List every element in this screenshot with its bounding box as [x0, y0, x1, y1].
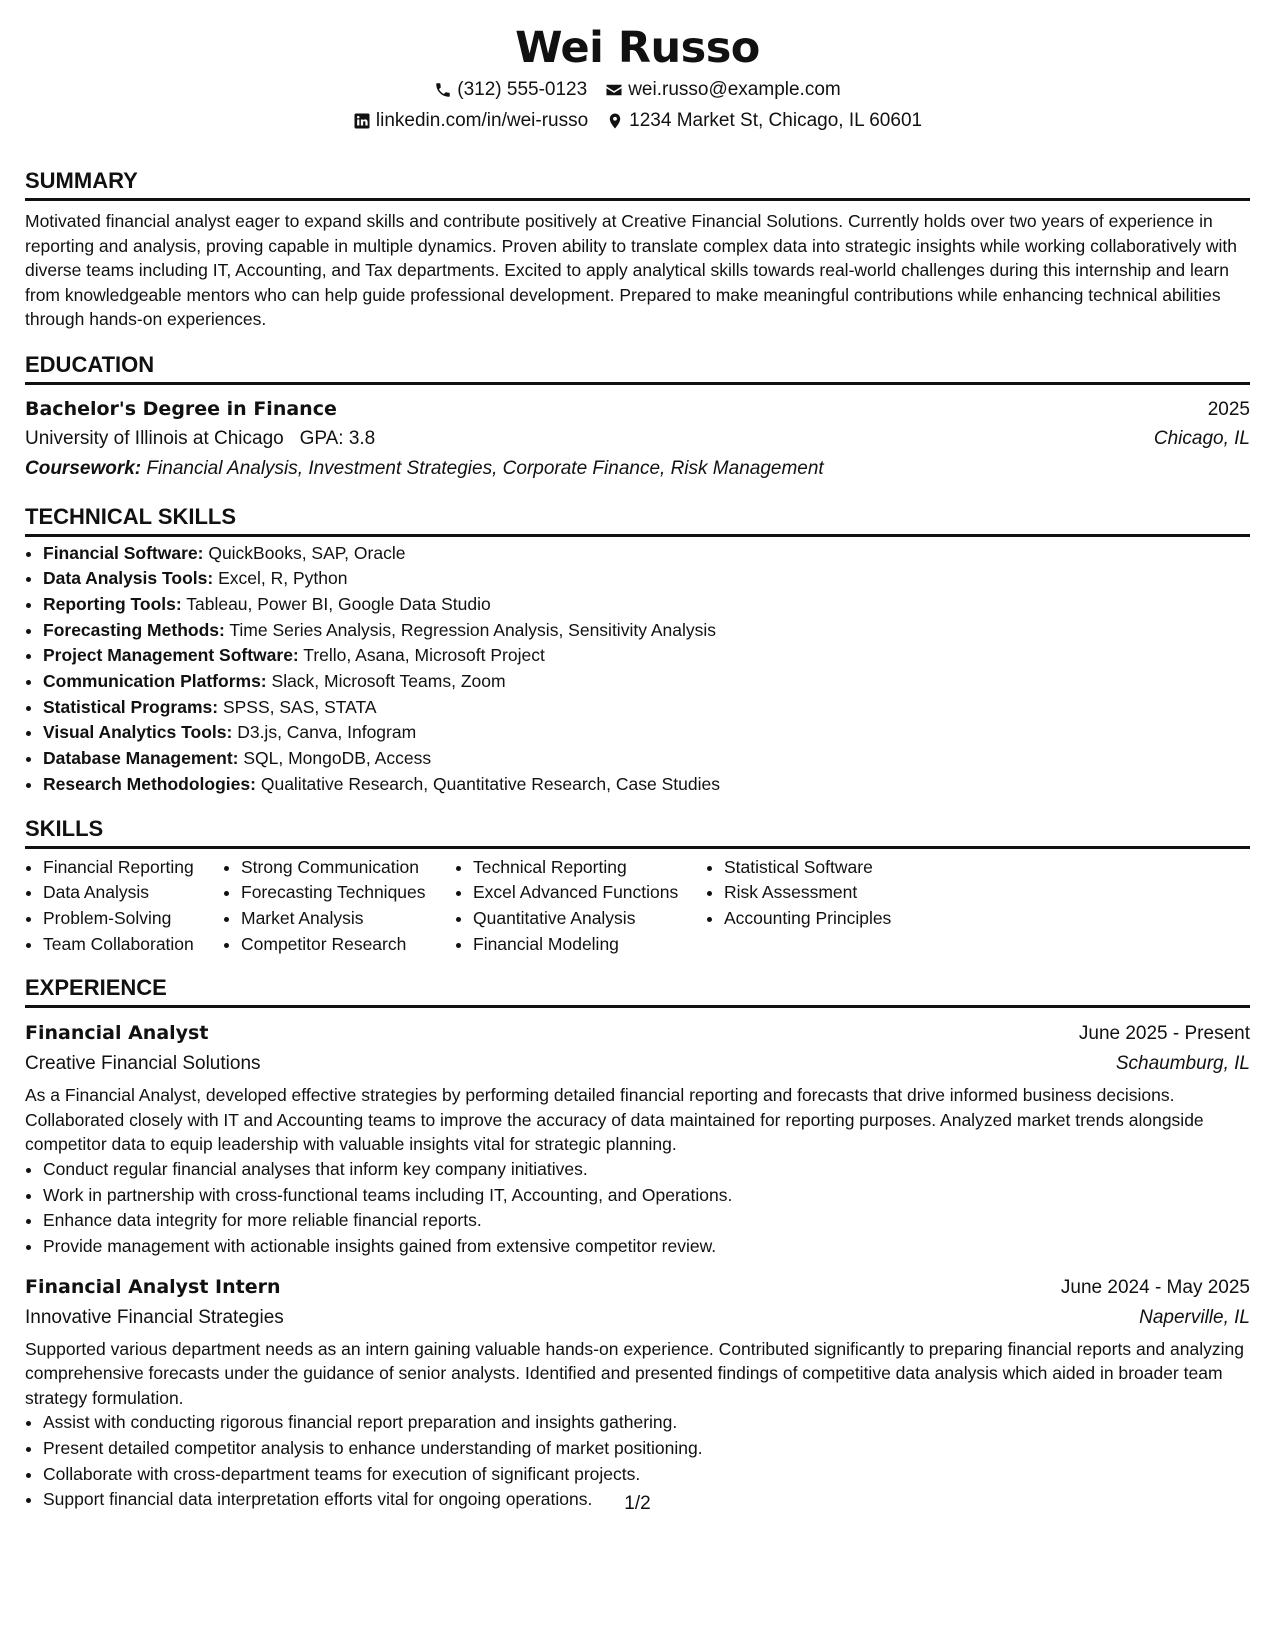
candidate-name: Wei Russo	[515, 23, 760, 73]
company-name: Creative Financial Solutions	[25, 1053, 261, 1075]
linkedin-contact[interactable]	[353, 109, 588, 133]
contact-row-2	[25, 109, 1250, 133]
technical-skill-value: Trello, Asana, Microsoft Project	[303, 645, 545, 666]
skill-item: • Financial Reporting	[43, 855, 223, 881]
job-bullet: • Work in partnership with cross-functional teams including IT, Accounting, and Operations.	[43, 1183, 1250, 1209]
skill-item: • Risk Assessment	[724, 880, 966, 906]
technical-skill-item	[43, 566, 1250, 592]
skill-item: • Financial Modeling	[473, 932, 706, 958]
job-bullet: • Conduct regular financial analyses that inform key company initiatives.	[43, 1157, 1250, 1183]
skills-column	[455, 855, 706, 958]
page-number: 1/2	[624, 1493, 651, 1514]
phone-contact	[434, 78, 587, 102]
skill-item: • Technical Reporting	[473, 855, 706, 881]
address-text: 1234 Market St, Chicago, IL 60601	[629, 110, 923, 131]
technical-skill-item	[43, 592, 1250, 618]
phone-icon	[434, 81, 452, 99]
skills-column	[25, 855, 223, 958]
technical-skill-value: Excel, R, Python	[218, 568, 348, 589]
skills-column	[223, 855, 455, 958]
technical-skill-label: Research Methodologies:	[43, 773, 256, 794]
skill-item: • Accounting Principles	[724, 906, 966, 932]
technical-skill-item	[43, 746, 1250, 772]
job-description: As a Financial Analyst, developed effective strategies by performing detailed financial reporting and forecasts that drive informed business decisions. Collaborated closely with IT and Accounting teams to improve the accuracy of data maintained for reporting purposes. Analyzed market trends alongside competitor data to equip leadership with valuable insights vital for strategic planning.	[25, 1085, 1204, 1155]
skill-item: • Competitor Research	[241, 932, 455, 958]
technical-skill-item	[43, 643, 1250, 669]
skill-item: • Data Analysis	[43, 880, 223, 906]
experience-heading: EXPERIENCE	[25, 975, 1250, 1008]
technical-skill-value: SQL, MongoDB, Access	[243, 748, 432, 769]
email-contact[interactable]	[605, 78, 841, 102]
skill-item: • Quantitative Analysis	[473, 906, 706, 932]
job-header-row	[25, 1272, 1250, 1303]
technical-skills-heading: TECHNICAL SKILLS	[25, 504, 1250, 537]
technical-skill-label: Project Management Software:	[43, 645, 299, 666]
job-location: Naperville, IL	[1139, 1306, 1250, 1328]
skills-heading: SKILLS	[25, 816, 1250, 849]
job-dates: June 2025 - Present	[1078, 1023, 1250, 1045]
job-company-row	[25, 1303, 1250, 1333]
job-title: Financial Analyst	[25, 1022, 209, 1045]
job-description: Supported various department needs as an intern gaining valuable hands-on experience. Contributed significantly to preparing financial reports and analyzing comprehensive forecasts under the guidance of senior analysts. Identified and presented findings of competitive data analysis which aided in broader team strategy formulation.	[25, 1338, 1244, 1408]
skill-item: • Problem-Solving	[43, 906, 223, 932]
technical-skill-label: Financial Software:	[43, 542, 204, 563]
skills-column	[706, 855, 966, 958]
job-dates: June 2024 - May 2025	[1060, 1276, 1250, 1298]
technical-skill-label: Visual Analytics Tools:	[43, 722, 233, 743]
technical-skill-label: Communication Platforms:	[43, 671, 267, 692]
envelope-icon	[605, 81, 623, 99]
contact-row-1	[25, 78, 1250, 102]
job-bullet: • Present detailed competitor analysis to enhance understanding of market positioning.	[43, 1436, 1250, 1462]
skill-item: • Team Collaboration	[43, 932, 223, 958]
skill-item: • Market Analysis	[241, 906, 455, 932]
job-location: Schaumburg, IL	[1115, 1053, 1250, 1075]
linkedin-url[interactable]: linkedin.com/in/wei-russo	[375, 110, 589, 131]
job-bullets	[25, 1157, 1250, 1260]
technical-skill-label: Forecasting Methods:	[43, 619, 225, 640]
skill-item: • Statistical Software	[724, 855, 966, 881]
technical-skill-value: QuickBooks, SAP, Oracle	[208, 542, 406, 563]
technical-skill-item	[43, 541, 1250, 567]
technical-skill-value: Qualitative Research, Quantitative Research, Case Studies	[260, 773, 720, 794]
technical-skill-label: Database Management:	[43, 748, 239, 769]
job-bullet: • Support financial data interpretation efforts vital for ongoing operations.	[43, 1487, 1250, 1513]
technical-skill-item	[43, 695, 1250, 721]
job-bullet: • Assist with conducting rigorous financial report preparation and insights gathering.	[43, 1410, 1250, 1436]
email-address[interactable]: wei.russo@example.com	[628, 79, 841, 100]
skill-item: • Excel Advanced Functions	[473, 880, 706, 906]
education-heading: EDUCATION	[25, 352, 1250, 385]
job-company-row	[25, 1049, 1250, 1079]
technical-skill-value: SPSS, SAS, STATA	[222, 696, 377, 717]
job-title: Financial Analyst Intern	[25, 1275, 281, 1298]
coursework-label: Coursework:	[25, 457, 142, 479]
skill-item: • Forecasting Techniques	[241, 880, 455, 906]
phone-number: (312) 555-0123	[457, 79, 588, 100]
job-bullet: • Provide management with actionable insights gained from extensive competitor review.	[43, 1234, 1250, 1260]
gpa: GPA: 3.8	[299, 427, 376, 449]
map-pin-icon	[606, 112, 624, 130]
technical-skill-value: Time Series Analysis, Regression Analysis, Sensitivity Analysis	[229, 619, 716, 640]
summary-heading: SUMMARY	[25, 168, 1250, 201]
experience-list	[25, 1018, 1250, 1513]
job-header-row	[25, 1018, 1250, 1049]
address-contact	[606, 109, 922, 133]
technical-skill-value: D3.js, Canva, Infogram	[237, 722, 417, 743]
experience-entry	[25, 1018, 1250, 1259]
technical-skill-item	[43, 618, 1250, 644]
graduation-year: 2025	[1207, 398, 1250, 420]
job-bullet: • Enhance data integrity for more reliable financial reports.	[43, 1208, 1250, 1234]
school-location: Chicago, IL	[1153, 427, 1250, 449]
school-name: University of Illinois at Chicago	[25, 427, 284, 449]
education-school-row	[25, 424, 1250, 454]
coursework-line	[25, 454, 1250, 484]
technical-skills-list	[25, 541, 1250, 798]
education-degree-row	[25, 395, 1250, 424]
skills-grid	[25, 855, 1250, 958]
resume-page	[25, 0, 1250, 1513]
technical-skill-value: Slack, Microsoft Teams, Zoom	[271, 671, 506, 692]
experience-entry	[25, 1272, 1250, 1513]
school-info	[25, 424, 375, 454]
resume-header	[25, 22, 1250, 133]
degree-name: Bachelor's Degree in Finance	[25, 397, 337, 420]
summary-text: Motivated financial analyst eager to expand skills and contribute positively at Creative Financial Solutions. Currently holds over two years of experience in reporting and analysis, proving capable in multiple dynamics. Proven ability to translate complex data into strategic insights while working collaboratively with diverse teams including IT, Accounting, and Tax departments. Excited to apply analytical skills towards real-world challenges during this internship and learn from knowledgeable mentors who can help guide professional development. Prepared to make meaningful contributions while enhancing technical abilities through hands-on experiences.	[25, 211, 1237, 329]
technical-skill-label: Statistical Programs:	[43, 696, 219, 717]
coursework-list: Financial Analysis, Investment Strategies, Corporate Finance, Risk Management	[146, 457, 824, 479]
technical-skill-item	[43, 772, 1250, 798]
linkedin-icon	[353, 112, 371, 130]
company-name: Innovative Financial Strategies	[25, 1306, 284, 1328]
technical-skill-label: Reporting Tools:	[43, 593, 182, 614]
technical-skill-value: Tableau, Power BI, Google Data Studio	[186, 593, 491, 614]
skill-item: • Strong Communication	[241, 855, 455, 881]
technical-skill-item	[43, 720, 1250, 746]
job-bullet: • Collaborate with cross-department teams for execution of significant projects.	[43, 1462, 1250, 1488]
technical-skill-item	[43, 669, 1250, 695]
technical-skill-label: Data Analysis Tools:	[43, 568, 214, 589]
